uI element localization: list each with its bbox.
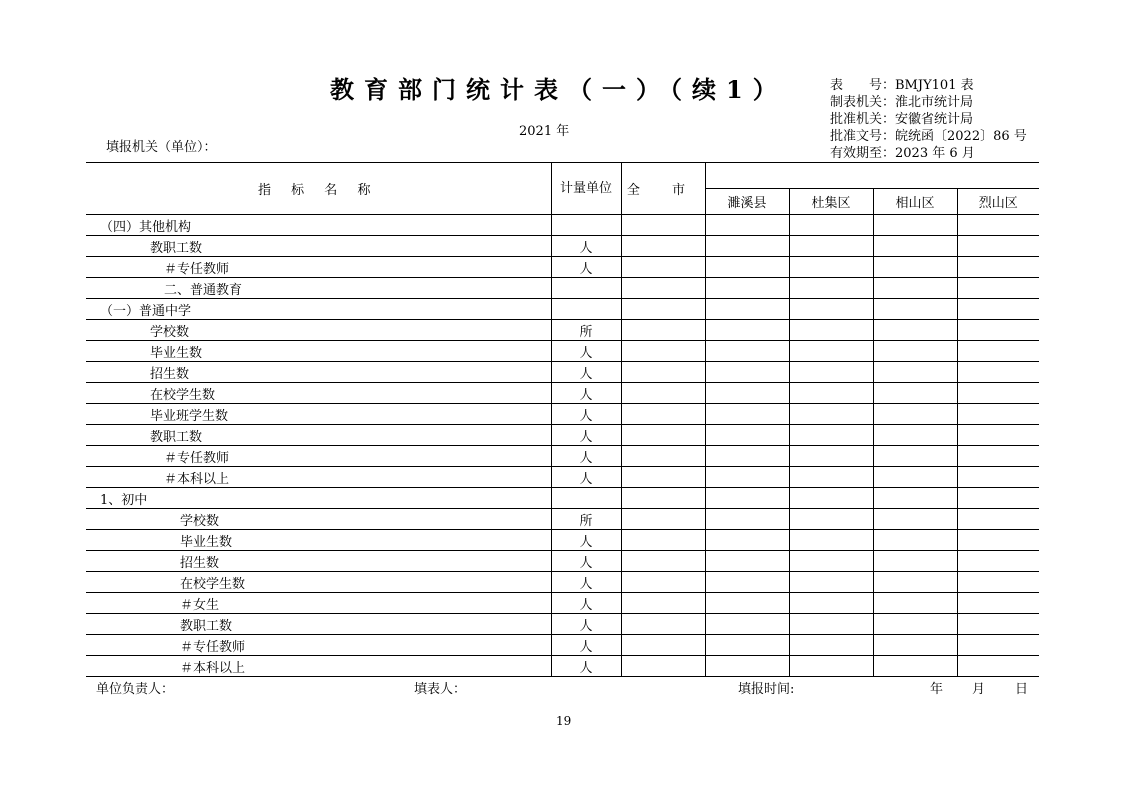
header-district: 烈山区 xyxy=(957,189,1039,215)
value-cell xyxy=(873,635,957,656)
value-cell xyxy=(705,530,789,551)
table-row xyxy=(86,593,1039,614)
unit-cell: 人 xyxy=(551,362,621,383)
footer-month: 月 xyxy=(972,682,986,697)
value-cell xyxy=(957,614,1039,635)
table-row xyxy=(86,236,1039,257)
value-cell xyxy=(873,488,957,509)
unit-cell: 人 xyxy=(551,383,621,404)
value-cell xyxy=(705,425,789,446)
header-indicator-name: 指 标 名 称 xyxy=(86,163,551,215)
value-cell xyxy=(789,257,873,278)
table-row xyxy=(86,467,1039,488)
indicator-name: ＃本科以上 xyxy=(86,467,551,488)
header-district-group xyxy=(705,163,1039,189)
value-cell xyxy=(873,551,957,572)
value-cell xyxy=(957,383,1039,404)
value-cell xyxy=(705,488,789,509)
unit-cell: 人 xyxy=(551,446,621,467)
value-cell xyxy=(621,509,705,530)
header-district: 濉溪县 xyxy=(705,189,789,215)
unit-cell xyxy=(551,488,621,509)
value-cell xyxy=(789,530,873,551)
footer-fill-time: 填报时间: xyxy=(738,682,795,697)
table-row xyxy=(86,320,1039,341)
value-cell xyxy=(957,299,1039,320)
value-cell xyxy=(621,299,705,320)
value-cell xyxy=(873,362,957,383)
indicator-name: 学校数 xyxy=(86,320,551,341)
unit-cell: 人 xyxy=(551,404,621,425)
value-cell xyxy=(957,215,1039,236)
indicator-name: 毕业班学生数 xyxy=(86,404,551,425)
value-cell xyxy=(789,614,873,635)
value-cell xyxy=(873,383,957,404)
value-cell xyxy=(873,572,957,593)
indicator-name: 学校数 xyxy=(86,509,551,530)
value-cell xyxy=(873,215,957,236)
value-cell xyxy=(705,320,789,341)
table-row xyxy=(86,299,1039,320)
value-cell xyxy=(621,635,705,656)
value-cell xyxy=(957,362,1039,383)
value-cell xyxy=(789,299,873,320)
value-cell xyxy=(705,362,789,383)
indicator-name: ＃女生 xyxy=(86,593,551,614)
value-cell xyxy=(789,362,873,383)
value-cell xyxy=(789,236,873,257)
value-cell xyxy=(957,236,1039,257)
unit-cell: 人 xyxy=(551,425,621,446)
value-cell xyxy=(621,383,705,404)
table-row xyxy=(86,341,1039,362)
value-cell xyxy=(957,572,1039,593)
indicator-name: 教职工数 xyxy=(86,614,551,635)
value-cell xyxy=(705,341,789,362)
indicator-name: 毕业生数 xyxy=(86,530,551,551)
value-cell xyxy=(873,614,957,635)
value-cell xyxy=(873,446,957,467)
value-cell xyxy=(705,215,789,236)
stats-table xyxy=(86,162,1039,677)
value-cell xyxy=(873,593,957,614)
value-cell xyxy=(705,509,789,530)
value-cell xyxy=(789,488,873,509)
table-row xyxy=(86,446,1039,467)
page-number: 19 xyxy=(556,714,572,728)
table-row xyxy=(86,551,1039,572)
indicator-name: 招生数 xyxy=(86,362,551,383)
unit-cell: 人 xyxy=(551,236,621,257)
value-cell xyxy=(789,404,873,425)
value-cell xyxy=(957,530,1039,551)
value-cell xyxy=(621,215,705,236)
value-cell xyxy=(873,467,957,488)
indicator-name: 教职工数 xyxy=(86,425,551,446)
unit-cell: 人 xyxy=(551,467,621,488)
unit-cell: 人 xyxy=(551,341,621,362)
table-row xyxy=(86,404,1039,425)
value-cell xyxy=(873,320,957,341)
value-cell xyxy=(621,614,705,635)
meta-approver: 批准机关：安徽省统计局 xyxy=(830,112,974,127)
value-cell xyxy=(705,572,789,593)
value-cell xyxy=(621,362,705,383)
value-cell xyxy=(621,320,705,341)
value-cell xyxy=(705,656,789,677)
value-cell xyxy=(873,341,957,362)
header-whole-city: 全 市 xyxy=(621,163,705,215)
filler-org-label: 填报机关（单位）： xyxy=(106,140,217,155)
footer-year: 年 xyxy=(930,682,944,697)
indicator-name: ＃本科以上 xyxy=(86,656,551,677)
value-cell xyxy=(705,635,789,656)
value-cell xyxy=(873,656,957,677)
unit-cell: 人 xyxy=(551,572,621,593)
value-cell xyxy=(957,278,1039,299)
header-district: 杜集区 xyxy=(789,189,873,215)
unit-cell: 所 xyxy=(551,320,621,341)
value-cell xyxy=(789,215,873,236)
value-cell xyxy=(705,551,789,572)
value-cell xyxy=(789,425,873,446)
footer-filler: 填表人： xyxy=(414,682,467,697)
indicator-name: 二、普通教育 xyxy=(86,278,551,299)
footer-responsible: 单位负责人： xyxy=(96,682,175,697)
report-year: 2021 年 xyxy=(519,124,570,139)
value-cell xyxy=(957,404,1039,425)
indicator-name: ＃专任教师 xyxy=(86,257,551,278)
value-cell xyxy=(873,404,957,425)
indicator-name: ＃专任教师 xyxy=(86,446,551,467)
indicator-name: ＃专任教师 xyxy=(86,635,551,656)
indicator-name: 1、初中 xyxy=(86,488,551,509)
value-cell xyxy=(705,593,789,614)
unit-cell xyxy=(551,215,621,236)
indicator-name: 招生数 xyxy=(86,551,551,572)
meta-valid-until: 有效期至：2023 年 6 月 xyxy=(830,146,975,161)
value-cell xyxy=(621,467,705,488)
meta-form-number: 表 号：BMJY101 表 xyxy=(830,78,974,93)
value-cell xyxy=(621,278,705,299)
indicator-name: 在校学生数 xyxy=(86,383,551,404)
value-cell xyxy=(621,341,705,362)
table-row xyxy=(86,509,1039,530)
table-row xyxy=(86,425,1039,446)
meta-approval-doc: 批准文号：皖统函〔2022〕86 号 xyxy=(830,129,1027,144)
value-cell xyxy=(621,593,705,614)
value-cell xyxy=(705,404,789,425)
table-row xyxy=(86,572,1039,593)
value-cell xyxy=(957,509,1039,530)
value-cell xyxy=(621,572,705,593)
indicator-name: （一）普通中学 xyxy=(86,299,551,320)
header-district: 相山区 xyxy=(873,189,957,215)
unit-cell: 人 xyxy=(551,635,621,656)
indicator-name: 毕业生数 xyxy=(86,341,551,362)
value-cell xyxy=(705,383,789,404)
indicator-name: 教职工数 xyxy=(86,236,551,257)
value-cell xyxy=(789,551,873,572)
table-row xyxy=(86,215,1039,236)
value-cell xyxy=(789,278,873,299)
value-cell xyxy=(621,446,705,467)
unit-cell: 所 xyxy=(551,509,621,530)
value-cell xyxy=(873,257,957,278)
value-cell xyxy=(789,509,873,530)
value-cell xyxy=(957,593,1039,614)
unit-cell: 人 xyxy=(551,593,621,614)
value-cell xyxy=(873,530,957,551)
value-cell xyxy=(621,530,705,551)
value-cell xyxy=(705,257,789,278)
value-cell xyxy=(621,257,705,278)
value-cell xyxy=(957,488,1039,509)
unit-cell: 人 xyxy=(551,551,621,572)
value-cell xyxy=(957,446,1039,467)
unit-cell xyxy=(551,299,621,320)
value-cell xyxy=(957,551,1039,572)
value-cell xyxy=(789,656,873,677)
value-cell xyxy=(705,446,789,467)
value-cell xyxy=(621,656,705,677)
value-cell xyxy=(789,320,873,341)
table-row xyxy=(86,530,1039,551)
unit-cell xyxy=(551,278,621,299)
value-cell xyxy=(789,446,873,467)
value-cell xyxy=(789,467,873,488)
table-row xyxy=(86,362,1039,383)
value-cell xyxy=(873,509,957,530)
value-cell xyxy=(789,383,873,404)
value-cell xyxy=(789,572,873,593)
value-cell xyxy=(957,656,1039,677)
unit-cell: 人 xyxy=(551,656,621,677)
value-cell xyxy=(705,236,789,257)
value-cell xyxy=(957,635,1039,656)
value-cell xyxy=(789,341,873,362)
value-cell xyxy=(705,299,789,320)
unit-cell: 人 xyxy=(551,257,621,278)
value-cell xyxy=(621,404,705,425)
header-unit: 计量单位 xyxy=(551,163,621,215)
indicator-name: （四）其他机构 xyxy=(86,215,551,236)
table-row xyxy=(86,257,1039,278)
value-cell xyxy=(621,551,705,572)
value-cell xyxy=(789,635,873,656)
value-cell xyxy=(957,341,1039,362)
table-row xyxy=(86,278,1039,299)
value-cell xyxy=(705,614,789,635)
value-cell xyxy=(621,236,705,257)
unit-cell: 人 xyxy=(551,614,621,635)
value-cell xyxy=(873,425,957,446)
table-row xyxy=(86,656,1039,677)
table-title: 教育部门统计表（一）（续1） xyxy=(330,75,787,104)
unit-cell: 人 xyxy=(551,530,621,551)
value-cell xyxy=(957,467,1039,488)
value-cell xyxy=(621,488,705,509)
value-cell xyxy=(705,467,789,488)
indicator-name: 在校学生数 xyxy=(86,572,551,593)
form-meta xyxy=(830,77,1027,162)
value-cell xyxy=(957,320,1039,341)
table-row xyxy=(86,614,1039,635)
value-cell xyxy=(957,257,1039,278)
value-cell xyxy=(789,593,873,614)
table-row xyxy=(86,383,1039,404)
meta-issuer: 制表机关：淮北市统计局 xyxy=(830,95,974,110)
value-cell xyxy=(957,425,1039,446)
value-cell xyxy=(873,299,957,320)
value-cell xyxy=(873,236,957,257)
value-cell xyxy=(621,425,705,446)
value-cell xyxy=(873,278,957,299)
table-row xyxy=(86,488,1039,509)
value-cell xyxy=(705,278,789,299)
footer-day: 日 xyxy=(1015,682,1029,697)
table-row xyxy=(86,635,1039,656)
